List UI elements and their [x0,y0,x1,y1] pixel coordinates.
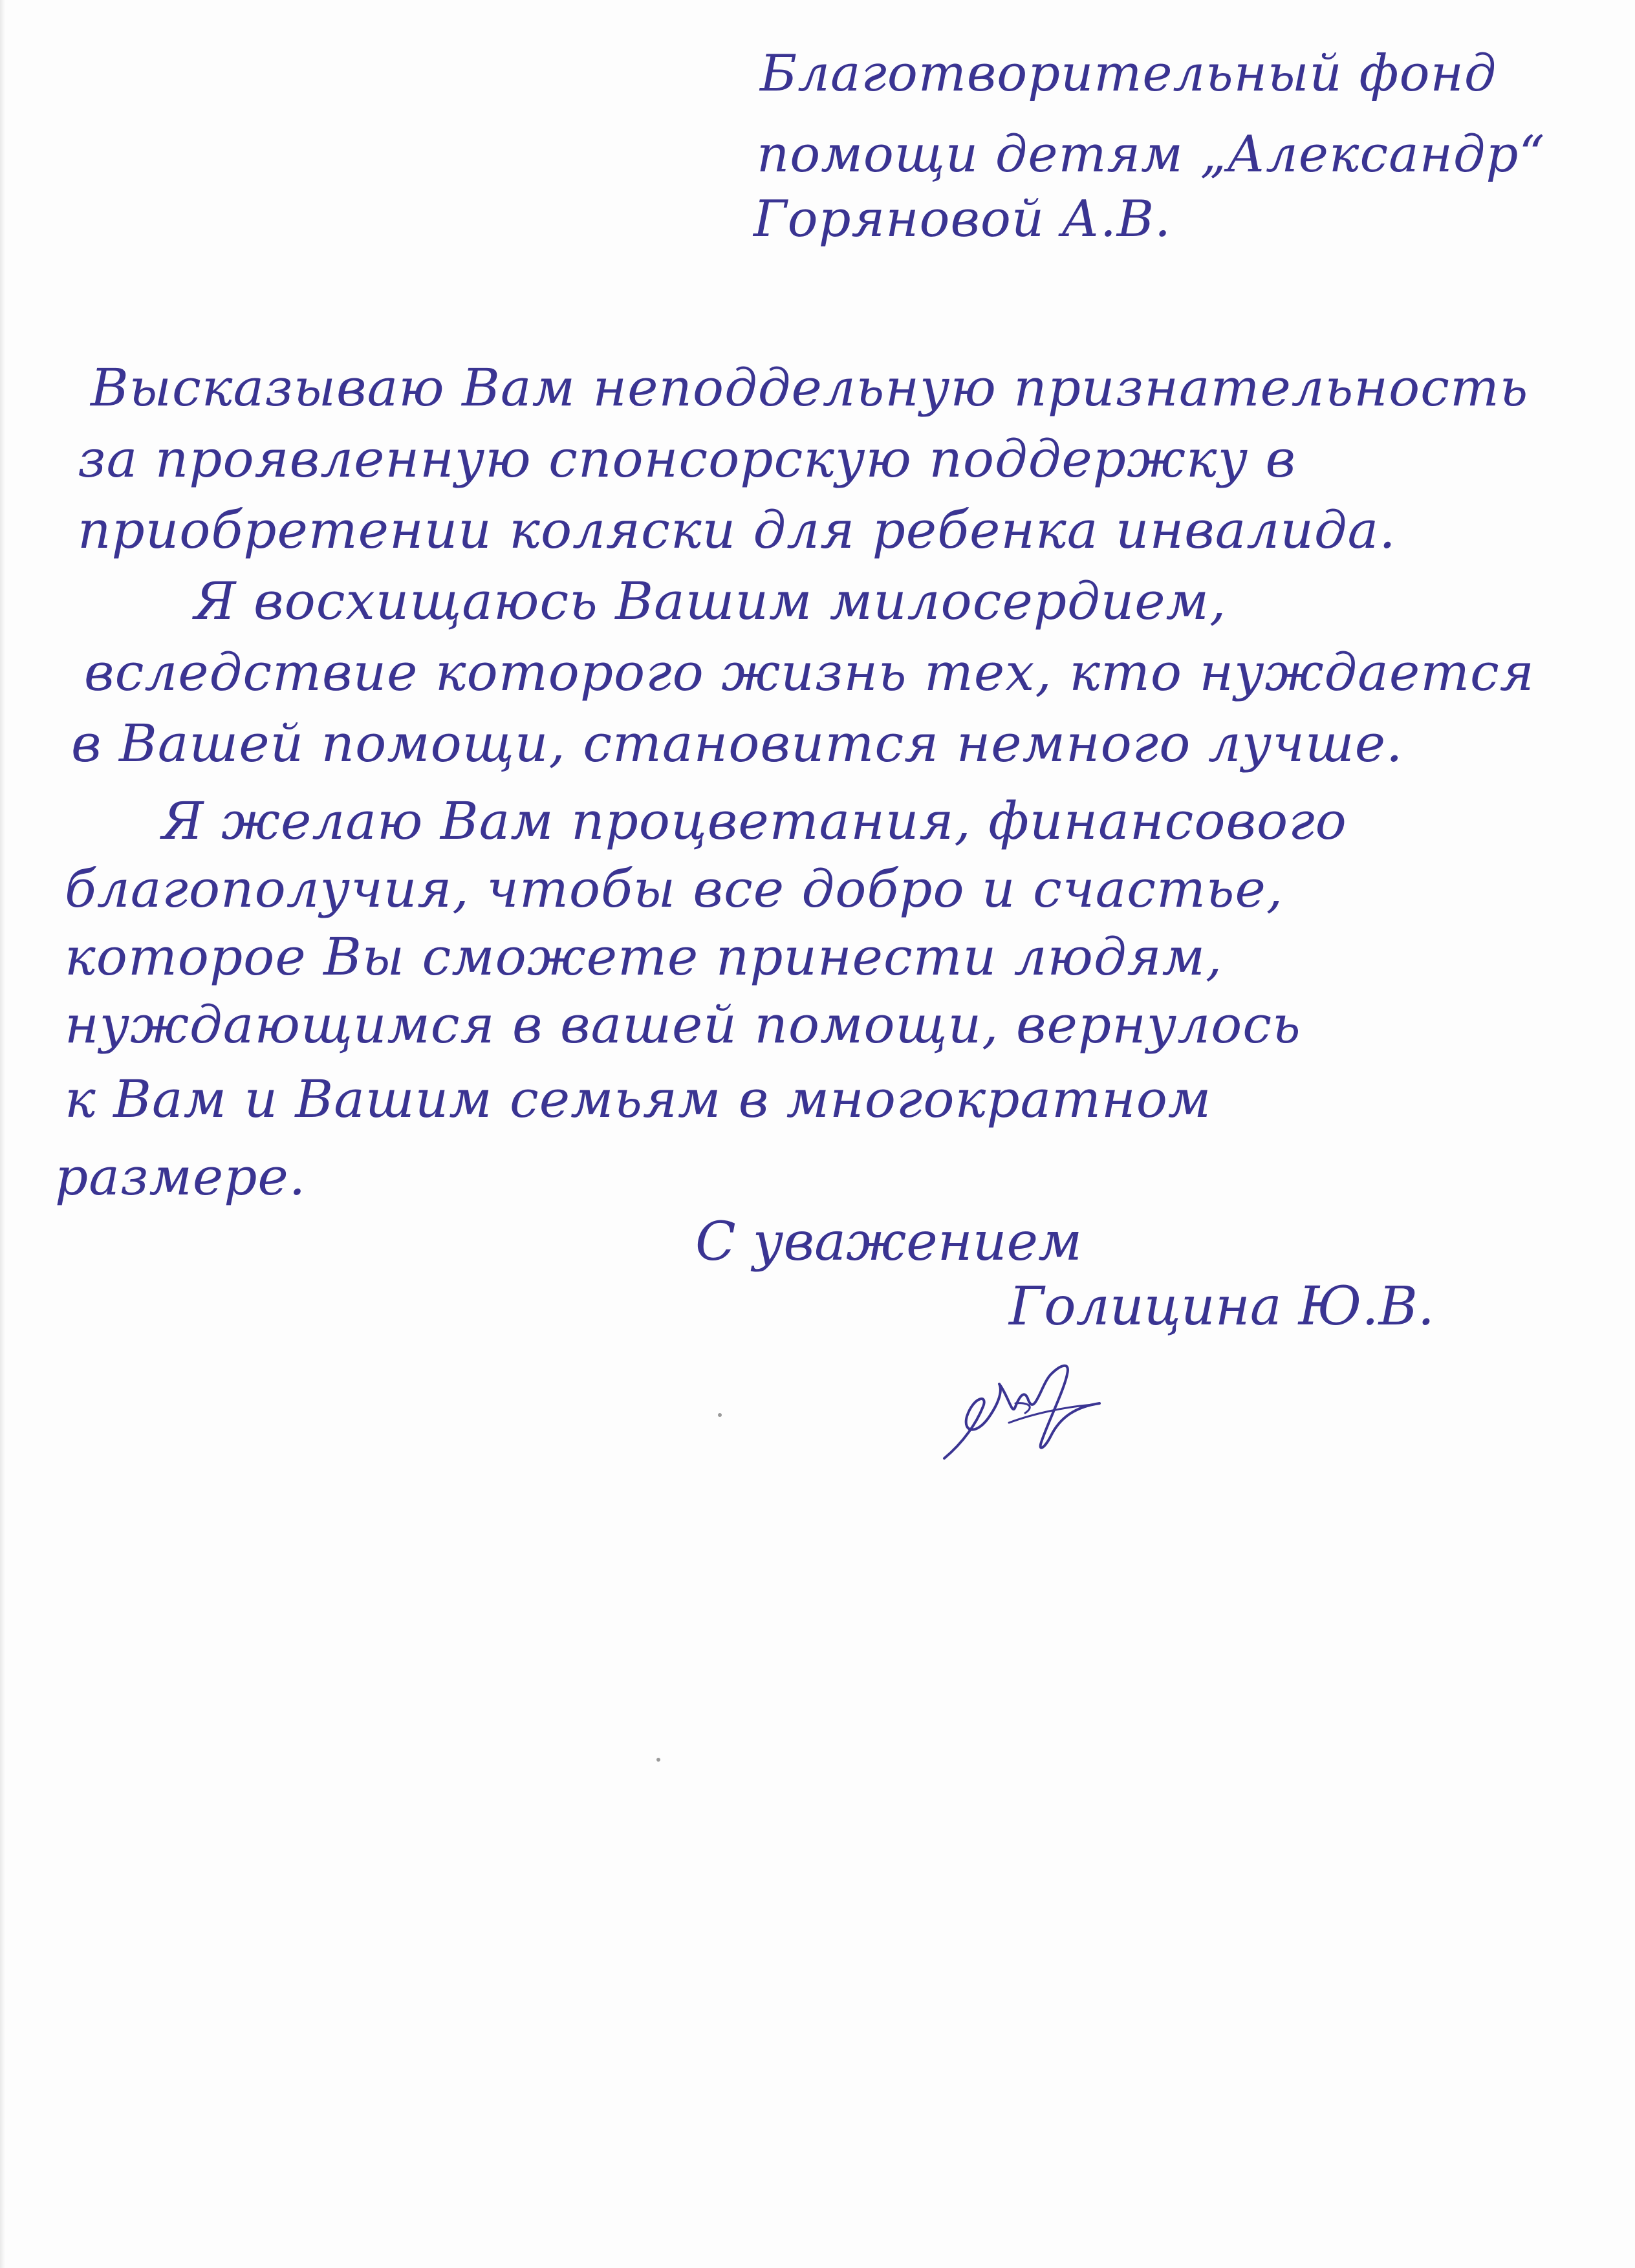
body-line: к Вам и Вашим семьям в многократном [65,1069,1212,1129]
addressee-line: Горяновой А.В. [753,190,1171,248]
body-line: которое Вы сможете принести людям, [65,927,1223,987]
body-line: за проявленную спонсорскую поддержку в [78,429,1297,489]
body-line: приобретении коляски для ребенка инвалида. [78,500,1396,560]
scan-edge-shadow [0,0,5,2268]
body-line: благополучия, чтобы все добро и счастье, [65,859,1284,919]
body-line: Высказываю Вам неподдельную признательность [91,358,1529,418]
handwritten-signature [938,1345,1132,1474]
closing-salutation: С уважением [695,1211,1083,1273]
body-line: нуждающимся в вашей помощи, вернулось [65,995,1301,1055]
scan-speck [718,1413,722,1417]
body-line: Я желаю Вам процветания, финансового [162,791,1347,851]
addressee-line: помощи детям „Александр“ [757,125,1546,184]
body-line: в Вашей помощи, становится немного лучше. [71,713,1403,773]
body-line: размере. [55,1147,307,1207]
body-line: Я восхищаюсь Вашим милосердием, [194,571,1227,631]
addressee-line: Благотворительный фонд [760,45,1497,103]
body-line: вследствие которого жизнь тех, кто нуждается [84,642,1535,702]
signer-name: Голицина Ю.В. [1009,1276,1435,1337]
scan-speck [656,1758,660,1762]
